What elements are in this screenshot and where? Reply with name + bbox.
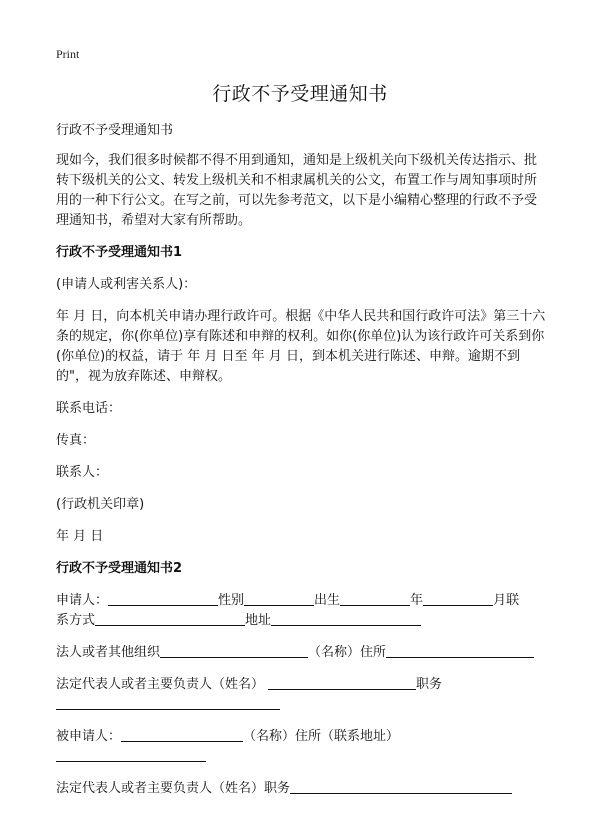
- document-title: 行政不予受理通知书: [212, 83, 388, 105]
- legal-rep-position-line: [56, 779, 548, 799]
- gender-blank: [244, 591, 314, 606]
- applicant-blank: [108, 591, 218, 606]
- address-blank: [271, 611, 421, 626]
- respondent-line: [56, 727, 548, 767]
- name-residence-label: （名称）住所: [308, 645, 387, 660]
- org-label: 法人或者其他组织: [56, 645, 161, 660]
- gender-label: 性别: [218, 593, 245, 608]
- intro-paragraph: 现如今，我们很多时候都不得不用到通知，通知是上级机关向下级机关传达指示、批转下级机关的公文、转发上级机关和不相隶属机关的公文，布置工作与周知事项时所用的一种下行公文。在写之前，可以先参考范文，以下是小编精心整理的行政不予受理通知书，希望对大家有所帮助。: [56, 153, 538, 228]
- respondent-label: 被申请人：: [56, 729, 122, 744]
- born-blank: [340, 591, 410, 606]
- section1-contact: 联系人：: [56, 465, 109, 480]
- address-label: 地址: [245, 613, 272, 628]
- org-line: [56, 643, 548, 663]
- section1-date: 年 月 日: [56, 529, 104, 544]
- legal-rep-line: [56, 675, 548, 715]
- document-body: [56, 121, 548, 811]
- intro-title: 行政不予受理通知书: [56, 123, 174, 138]
- respondent-blank: [121, 727, 243, 742]
- section1-seal: (行政机关印章): [56, 497, 145, 512]
- applicant-line: [56, 591, 548, 631]
- applicant-label: 申请人：: [56, 593, 109, 608]
- section1-phone: 联系电话：: [56, 401, 122, 416]
- legal-rep-label: 法定代表人或者主要负责人（姓名）: [56, 677, 265, 692]
- section1-heading: 行政不予受理通知书1: [56, 245, 183, 260]
- section2-heading: 行政不予受理通知书2: [56, 561, 183, 576]
- org-blank: [160, 643, 308, 658]
- contact-method-blank: [95, 611, 245, 626]
- year-label: 年: [410, 593, 424, 608]
- section1-addressee: (申请人或利害关系人)：: [56, 277, 197, 292]
- print-link[interactable]: Print: [56, 47, 80, 61]
- section1-fax: 传真：: [56, 433, 96, 448]
- legal-rep-blank: [268, 675, 416, 690]
- position-label: 职务: [416, 677, 443, 692]
- residence-blank: [386, 643, 534, 658]
- legal-rep-position-blank: [290, 779, 512, 794]
- name-residence-contact-label: （名称）住所（联系地址）: [243, 729, 400, 744]
- month-contact-label: 月联: [493, 593, 520, 608]
- contact-method-label: 系方式: [56, 613, 96, 628]
- position-blank: [56, 695, 280, 710]
- year-blank: [423, 591, 493, 606]
- legal-rep-position-label: 法定代表人或者主要负责人（姓名）职务: [56, 781, 291, 796]
- respondent-address-blank: [56, 747, 206, 762]
- section1-body: 年 月 日，向本机关申请办理行政许可。根据《中华人民共和国行政许可法》第三十六条的规定，你(你单位)享有陈述和申辩的权利。如你(你单位)认为该行政许可关系到你(你单位)的权益，请于 年 月 日至 年 月 日，到本机关进行陈述、申辩。逾期不到的"，视为放弃陈述、申辩权。: [56, 309, 546, 384]
- born-label: 出生: [314, 593, 341, 608]
